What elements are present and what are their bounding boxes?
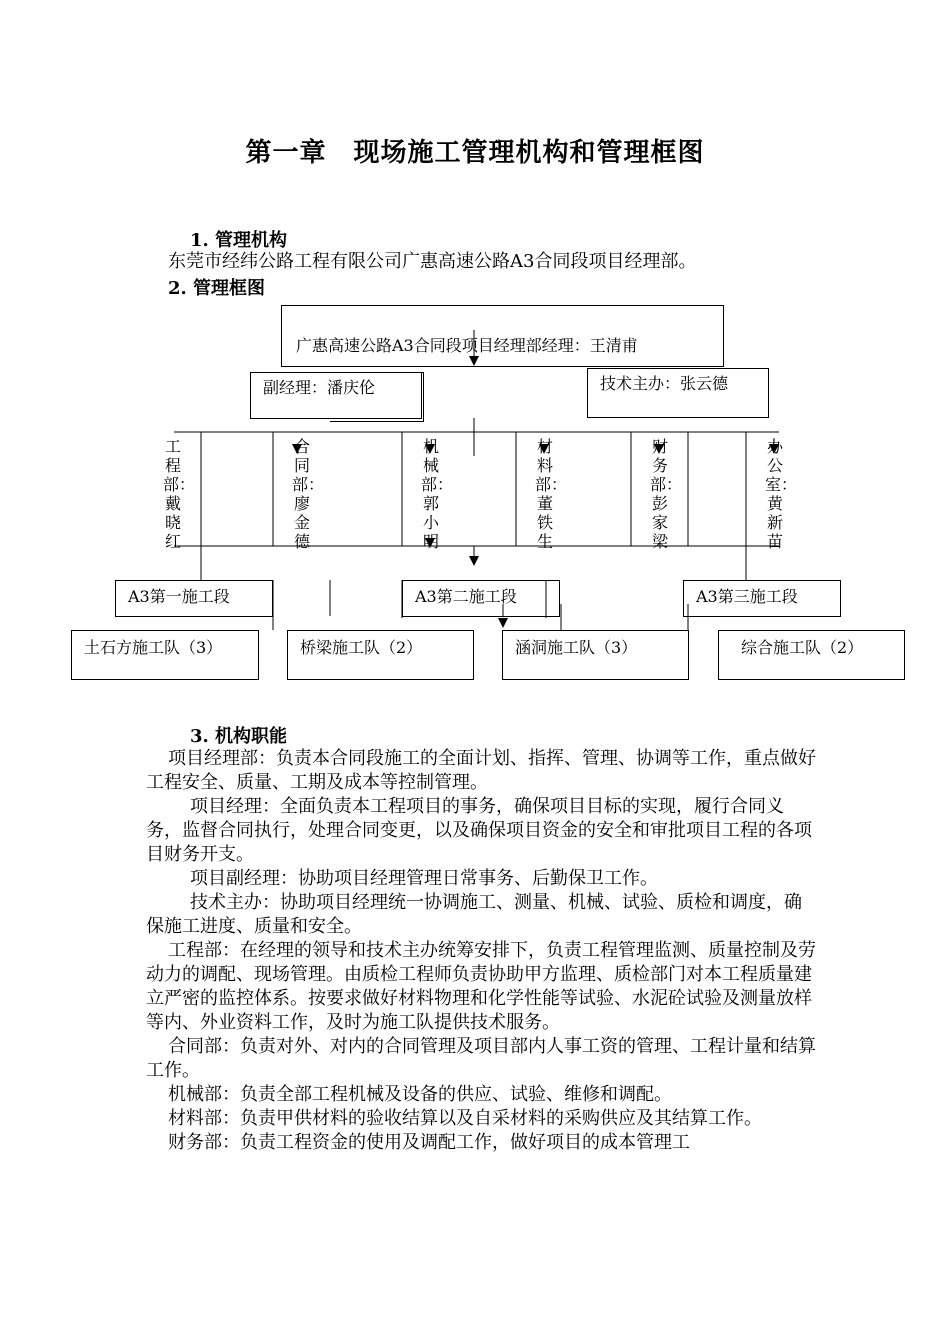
paragraph: 项目经理部：负责本合同段施工的全面计划、指挥、管理、协调等工作，重点做好工程安全、质量、工期及成本等控制管理。 xyxy=(146,748,816,793)
functions-body xyxy=(146,747,816,1155)
deputy-box-overlap xyxy=(330,372,424,422)
dept-engineering: 工程部：戴晓红 xyxy=(163,437,196,551)
section2-heading: 2. 管理框图 xyxy=(168,278,266,299)
dept-finance: 财务部：彭家梁 xyxy=(650,437,683,551)
paragraph: 工程部：在经理的领导和技术主办统筹安排下，负责工程管理监测、质量控制及劳动力的调配、现场管理。由质检工程师负责协助甲方监理、质检部门对本工程质量建立严密的监控体系。按要求做好材料物理和化学性能等试验、水泥砼试验及测量放样等内、外业资料工作，及时为施工队提供技术服务。 xyxy=(146,940,816,1033)
section-label-2: A3第二施工段 xyxy=(415,587,517,606)
manager-label: 广惠高速公路A3合同段项目经理部经理：王清甫 xyxy=(296,336,638,355)
team-box-3 xyxy=(502,630,689,680)
team-label-1: 土石方施工队（3） xyxy=(84,638,223,657)
paragraph: 项目经理：全面负责本工程项目的事务，确保项目目标的实现，履行合同义务，监督合同执行，处理合同变更，以及确保项目资金的安全和审批项目工程的各项目财务开支。 xyxy=(146,796,812,865)
section3-heading: 3. 机构职能 xyxy=(190,726,288,747)
team-label-3: 涵洞施工队（3） xyxy=(515,638,638,657)
dept-contract: 合同部：廖金德 xyxy=(292,437,325,551)
paragraph: 材料部：负责甲供材料的验收结算以及自采材料的采购供应及其结算工作。 xyxy=(168,1108,762,1129)
paragraph: 项目副经理：协助项目经理管理日常事务、后勤保卫工作。 xyxy=(190,868,658,889)
tech-label: 技术主办：张云德 xyxy=(600,374,729,393)
arrow-head xyxy=(469,556,479,566)
team-box-2 xyxy=(287,630,474,680)
section-label-3: A3第三施工段 xyxy=(696,587,798,606)
section-label-1: A3第一施工段 xyxy=(128,587,230,606)
section-box-1 xyxy=(115,580,273,617)
team-label-2: 桥梁施工队（2） xyxy=(300,638,423,657)
section1-text: 东莞市经纬公路工程有限公司广惠高速公路A3合同段项目经理部。 xyxy=(168,251,697,272)
paragraph: 技术主办：协助项目经理统一协调施工、测量、机械、试验、质检和调度，确保施工进度、质量和安全。 xyxy=(146,892,802,937)
dept-machinery: 机械部：郭小明 xyxy=(421,437,454,551)
deputy-label: 副经理：潘庆伦 xyxy=(263,378,376,397)
team-label-4: 综合施工队（2） xyxy=(741,638,864,657)
page-title: 第一章 现场施工管理机构和管理框图 xyxy=(245,138,705,168)
section-box-3 xyxy=(683,580,841,617)
paragraph: 财务部：负责工程资金的使用及调配工作，做好项目的成本管理工 xyxy=(168,1132,690,1153)
paragraph: 机械部：负责全部工程机械及设备的供应、试验、维修和调配。 xyxy=(168,1084,672,1105)
section1-heading: 1. 管理机构 xyxy=(190,230,288,251)
dept-materials: 材料部：董铁生 xyxy=(535,437,568,551)
team-box-4 xyxy=(718,630,905,680)
dept-office: 办公室：黄新苗 xyxy=(765,437,798,551)
manager-box xyxy=(281,305,724,367)
tech-box-overlap xyxy=(673,368,769,418)
paragraph: 合同部：负责对外、对内的合同管理及项目部内人事工资的管理、工程计量和结算工作。 xyxy=(146,1036,816,1081)
team-box-1 xyxy=(71,630,259,680)
section-box-2 xyxy=(402,580,560,617)
arrow-head xyxy=(498,618,508,628)
